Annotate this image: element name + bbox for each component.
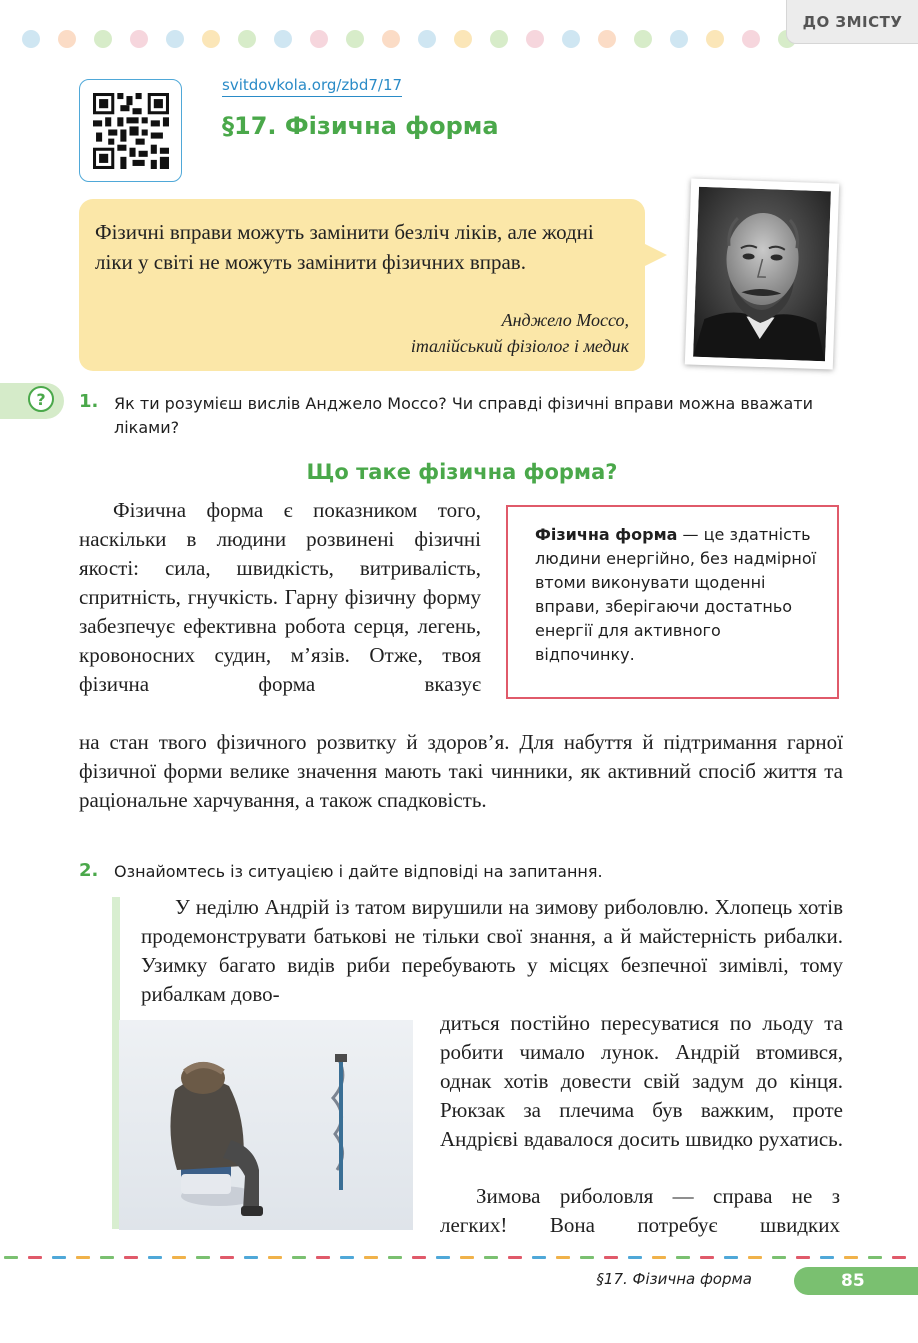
decorative-dot — [742, 30, 760, 48]
decorative-dots-row — [22, 30, 822, 48]
footer-dash — [28, 1256, 42, 1259]
footer-dash — [676, 1256, 690, 1259]
section-link[interactable]: svitdovkola.org/zbd7/17 — [222, 76, 402, 97]
body-paragraph-full: на стан твого фізичного розвитку й здоров’я. Для набуття й підтримання гарної фізичної форми велике значення мають такі чинники, як активний спосіб життя та раціональне харчування, а також спадковість. — [79, 730, 843, 812]
footer-dash — [436, 1256, 450, 1259]
footer-dash — [772, 1256, 786, 1259]
footer-dash — [580, 1256, 594, 1259]
decorative-dot — [454, 30, 472, 48]
qr-code-icon[interactable] — [79, 79, 182, 182]
footer-dash — [148, 1256, 162, 1259]
definition-box — [506, 505, 839, 699]
section-title: §17. Фізична форма — [222, 112, 499, 140]
footer-dash — [700, 1256, 714, 1259]
decorative-dot — [562, 30, 580, 48]
footer-dash — [796, 1256, 810, 1259]
footer-dash — [244, 1256, 258, 1259]
body-paragraph-left: Фізична форма є показником того, наскільки в людини розвинені фізичні якості: сила, швидкість, витривалість, спритність, гнучкість. Гарну фізичну форму забезпечує ефективна робота серця, легень, кровоносних судин, м’язів. Отже, твоя фізична форма вказує — [79, 498, 481, 696]
footer-dash — [52, 1256, 66, 1259]
footer-section-title: §17. Фізична форма — [596, 1270, 752, 1288]
decorative-dot — [526, 30, 544, 48]
footer-dash — [604, 1256, 618, 1259]
footer-dash — [556, 1256, 570, 1259]
footer-dash — [652, 1256, 666, 1259]
footer-dash — [364, 1256, 378, 1259]
footer-dash — [484, 1256, 498, 1259]
quote-text: Фізичні вправи можуть замінити безліч ліків, але жодні ліки у світі не можуть замінити фізичних вправ. — [95, 220, 594, 274]
decorative-dot — [670, 30, 688, 48]
task2-number: 2. — [79, 860, 99, 881]
qr-code-graphic — [93, 93, 169, 169]
quote-bubble — [79, 199, 645, 371]
story-paragraph-side-2: Зимова риболовля — справа не з легких! Вона потребує швидких — [440, 1184, 840, 1237]
footer-dash — [4, 1256, 18, 1259]
footer-dashed-line — [0, 1256, 918, 1259]
task1-text: Як ти розумієш вислів Анджело Моссо? Чи справді фізичні вправи можна вважати ліками? — [114, 394, 813, 437]
footer-dash — [628, 1256, 642, 1259]
decorative-dot — [346, 30, 364, 48]
decorative-dot — [706, 30, 724, 48]
subheading: Що таке фізична форма? — [306, 460, 618, 484]
footer-dash — [460, 1256, 474, 1259]
decorative-dot — [166, 30, 184, 48]
definition-term: Фізична форма — [535, 525, 678, 544]
toc-button[interactable]: ДО ЗМІСТУ — [786, 0, 918, 44]
task2-text: Ознайомтесь із ситуацією і дайте відповіді на запитання. — [114, 862, 603, 881]
footer-dash — [844, 1256, 858, 1259]
footer-dash — [100, 1256, 114, 1259]
footer-dash — [532, 1256, 546, 1259]
decorative-dot — [58, 30, 76, 48]
footer-dash — [76, 1256, 90, 1259]
footer-dash — [748, 1256, 762, 1259]
ice-fishing-photo — [119, 1020, 413, 1230]
decorative-dot — [130, 30, 148, 48]
decorative-dot — [202, 30, 220, 48]
portrait-photo — [685, 178, 839, 369]
footer-dash — [508, 1256, 522, 1259]
decorative-dot — [382, 30, 400, 48]
footer-dash — [724, 1256, 738, 1259]
footer-dash — [220, 1256, 234, 1259]
decorative-dot — [274, 30, 292, 48]
decorative-dot — [310, 30, 328, 48]
portrait-image — [693, 187, 831, 362]
footer-dash — [412, 1256, 426, 1259]
quote-author — [411, 307, 629, 359]
decorative-dot — [94, 30, 112, 48]
quote-author-name: Анджело Моссо, — [501, 310, 629, 330]
story-paragraph-top: У неділю Андрій із татом вирушили на зимову риболовлю. Хлопець хотів продемонструвати батькові не тільки свої знання, а й майстерність рибалки. Узимку багато видів риби перебувають у місцях безпечної зимівлі, тому рибалкам дово- — [141, 895, 843, 1006]
decorative-dot — [238, 30, 256, 48]
footer-dash — [820, 1256, 834, 1259]
footer-dash — [868, 1256, 882, 1259]
footer-dash — [892, 1256, 906, 1259]
footer-dash — [340, 1256, 354, 1259]
footer-dash — [316, 1256, 330, 1259]
question-icon: ? — [28, 386, 54, 412]
decorative-dot — [418, 30, 436, 48]
page-number: 85 — [794, 1267, 918, 1295]
footer-dash — [268, 1256, 282, 1259]
quote-author-title: італійський фізіолог і медик — [410, 336, 629, 356]
footer-dash — [388, 1256, 402, 1259]
decorative-dot — [490, 30, 508, 48]
task1-number: 1. — [79, 391, 99, 412]
decorative-dot — [634, 30, 652, 48]
footer-dash — [172, 1256, 186, 1259]
footer-dash — [124, 1256, 138, 1259]
decorative-dot — [22, 30, 40, 48]
story-paragraph-side: диться постійно пересуватися по льоду та робити чимало лунок. Андрій втомився, однак хотів довести свій задум до кінця. Рюкзак за плечима був важким, проте Андрієві вдавалося досить швидко рухатись. — [440, 1011, 843, 1151]
decorative-dot — [598, 30, 616, 48]
footer-dash — [292, 1256, 306, 1259]
definition-text: — це здатність людини енергійно, без надмірної втоми виконувати щоденні вправи, зберігаючи достатньо енергії для активного відпочинку. — [535, 525, 817, 664]
footer-dash — [196, 1256, 210, 1259]
